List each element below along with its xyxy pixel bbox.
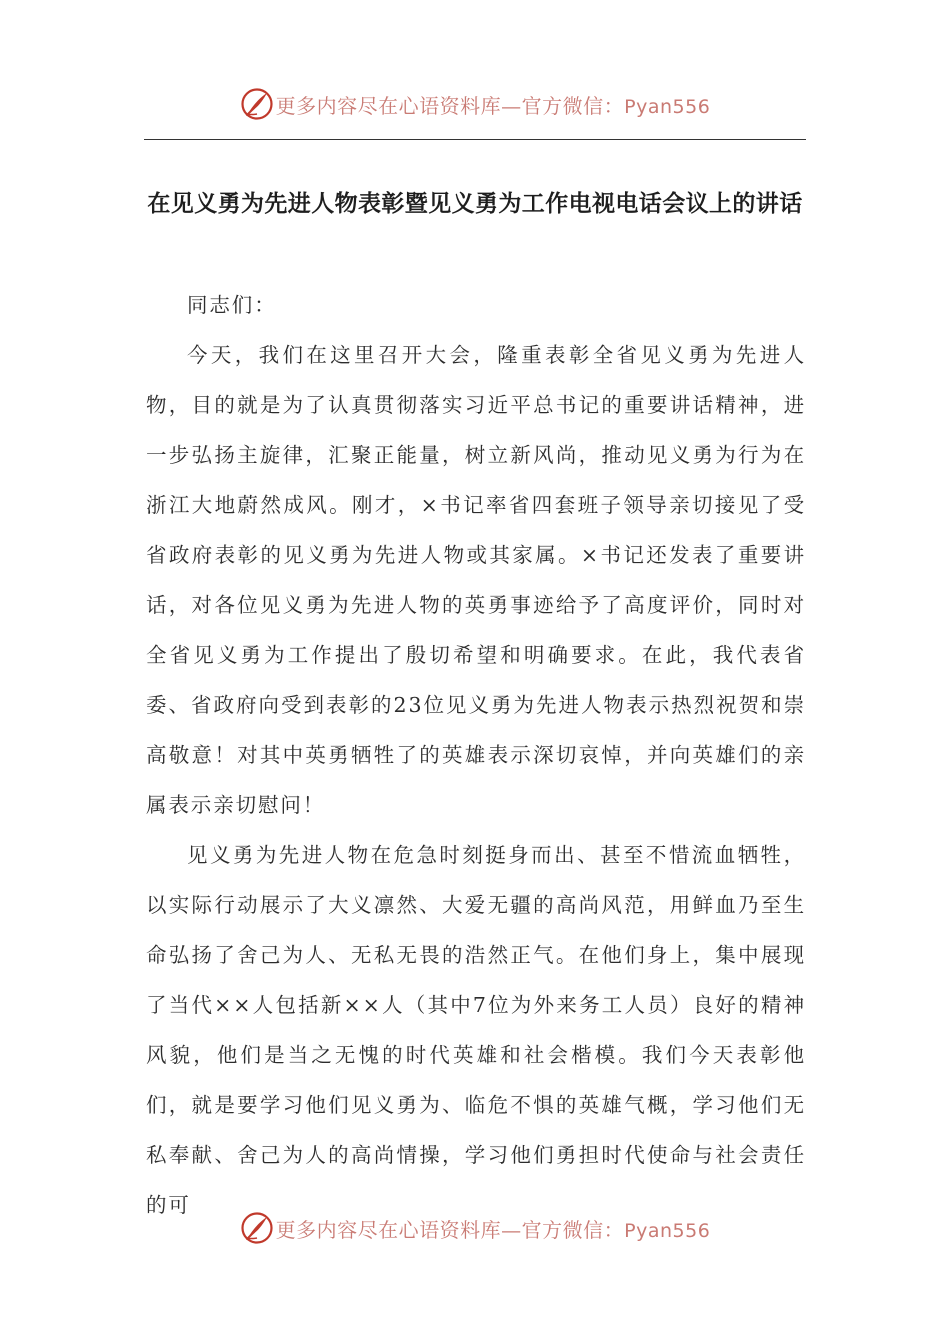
footer-banner — [0, 1206, 950, 1250]
quill-logo-icon — [240, 87, 274, 121]
document-title: 在见义勇为先进人物表彰暨见义勇为工作电视电话会议上的讲话 — [147, 190, 803, 218]
body-paragraph: 今天，我们在这里召开大会，隆重表彰全省见义勇为先进人物，目的就是为了认真贯彻落实习近平总书记的重要讲话精神，进一步弘扬主旋律，汇聚正能量，树立新风尚，推动见义勇为行为在浙江大地蔚然成风。刚才，×书记率省四套班子领导亲切接见了受省政府表彰的见义勇为先进人物或其家属。×书记还发表了重要讲话，对各位见义勇为先进人物的英勇事迹给予了高度评价，同时对全省见义勇为工作提出了殷切希望和明确要求。在此，我代表省委、省政府向受到表彰的23位见义勇为先进人物表示热烈祝贺和崇高敬意！对其中英勇牺牲了的英雄表示深切哀悼，并向英雄们的亲属表示亲切慰问！ — [146, 343, 806, 817]
body-paragraph: 见义勇为先进人物在危急时刻挺身而出、甚至不惜流血牺牲，以实际行动展示了大义凛然、大爱无疆的高尚风范，用鲜血乃至生命弘扬了舍己为人、无私无畏的浩然正气。在他们身上，集中展现了当代××人包括新××人（其中7位为外来务工人员）良好的精神风貌，他们是当之无愧的时代英雄和社会楷模。我们今天表彰他们，就是要学习他们见义勇为、临危不惧的英雄气概，学习他们无私奉献、舍己为人的高尚情操，学习他们勇担时代使命与社会责任的可 — [146, 843, 806, 1217]
banner-text — [276, 1214, 711, 1243]
banner-wechat-id: Pyan556 — [624, 1219, 711, 1242]
header-divider — [144, 139, 806, 140]
greeting-line: 同志们： — [187, 293, 277, 317]
banner-text — [276, 90, 711, 119]
quill-logo-icon — [240, 1211, 274, 1245]
header-banner — [0, 82, 950, 126]
banner-slogan: 更多内容尽在心语资料库—官方微信： — [275, 1217, 625, 1242]
banner-slogan: 更多内容尽在心语资料库—官方微信： — [275, 93, 625, 118]
document-body — [146, 280, 806, 1230]
banner-wechat-id: Pyan556 — [624, 95, 711, 118]
